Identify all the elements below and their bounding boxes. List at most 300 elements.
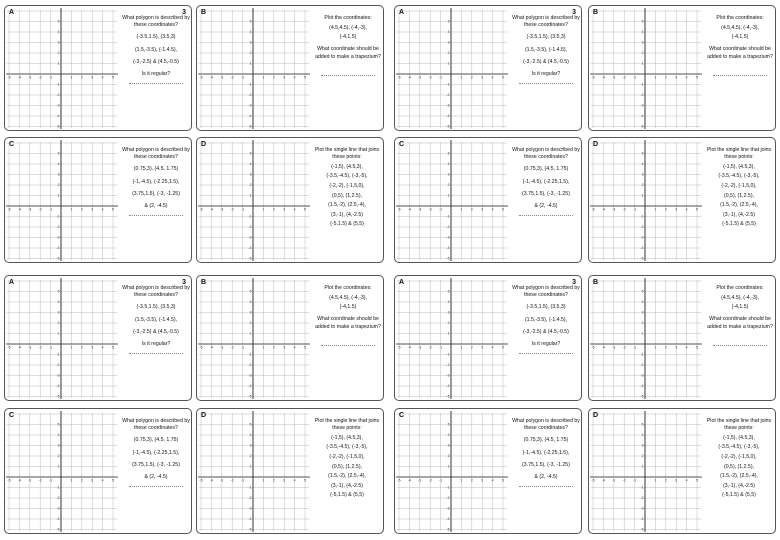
coordinate-grid <box>395 6 509 130</box>
x-tick-label: -3 <box>220 75 224 80</box>
x-tick-label: 3 <box>91 345 94 350</box>
x-tick-label: 1 <box>460 345 463 350</box>
x-tick-label: 3 <box>481 478 484 483</box>
x-tick-label: -3 <box>418 75 422 80</box>
card-text <box>121 147 191 216</box>
y-tick-label: -2 <box>56 225 60 230</box>
y-tick-label: -5 <box>56 256 60 261</box>
y-tick-label: 5 <box>57 422 60 427</box>
y-tick-label: -3 <box>56 506 60 511</box>
card-text <box>701 418 776 502</box>
y-tick-label: 2 <box>249 454 252 459</box>
x-tick-label: 4 <box>491 478 494 483</box>
x-tick-label: -5 <box>591 478 595 483</box>
x-tick-label: -4 <box>17 345 21 350</box>
card-text <box>121 418 191 487</box>
x-tick-label: -5 <box>397 75 401 80</box>
coordinate-line: (-1,5), (4.5,3), <box>331 434 363 441</box>
x-tick-label: 5 <box>502 478 504 483</box>
card-b <box>196 5 384 131</box>
x-tick-label: 1 <box>70 345 73 350</box>
coordinate-line: (-3,-2.5) & (4.5,-0.5) <box>523 328 569 335</box>
x-tick-label: -3 <box>220 345 224 350</box>
y-tick-label: 3 <box>249 310 252 315</box>
coordinate-line: (-3.5,-4.5), (-3,-5), <box>326 444 368 451</box>
coordinate-grid <box>197 138 311 262</box>
y-tick-label: 3 <box>641 172 644 177</box>
answer-line <box>713 75 767 76</box>
x-tick-label: -3 <box>612 207 616 212</box>
coordinate-line: (3,-1), (4,-2.5) <box>331 211 363 218</box>
x-tick-label: -3 <box>418 345 422 350</box>
x-tick-label: 4 <box>101 75 104 80</box>
x-tick-label: 4 <box>293 75 296 80</box>
coordinate-line: (0.75,3), (4.5, 1.75) <box>523 166 569 173</box>
answer-line <box>321 75 375 76</box>
y-tick-label: -1 <box>248 352 252 357</box>
x-tick-label: -5 <box>591 207 595 212</box>
y-tick-label: 1 <box>447 193 450 198</box>
x-tick-label: 4 <box>293 207 296 212</box>
y-tick-label: -1 <box>56 82 60 87</box>
x-tick-label: 2 <box>80 345 83 350</box>
coordinate-grid <box>197 409 311 533</box>
x-tick-label: -2 <box>428 478 432 483</box>
y-tick-label: 5 <box>249 289 252 294</box>
y-tick-label: 5 <box>57 289 60 294</box>
y-tick-label: 3 <box>57 310 60 315</box>
x-tick-label: -3 <box>418 478 422 483</box>
card-text <box>313 285 383 346</box>
x-tick-label: 3 <box>675 207 678 212</box>
coordinate-line: (0.75,3), (4.5, 1.75) <box>133 437 179 444</box>
x-tick-label: 5 <box>112 75 114 80</box>
x-tick-label: -2 <box>622 478 626 483</box>
y-tick-label: -5 <box>446 527 450 532</box>
x-tick-label: 2 <box>664 75 667 80</box>
x-tick-label: 5 <box>304 345 306 350</box>
y-tick-label: 4 <box>249 30 252 35</box>
coordinate-line: (-1,-4.5), (-2.25,1.5), <box>522 449 570 456</box>
x-tick-label: 2 <box>272 345 275 350</box>
y-tick-label: -4 <box>640 517 644 522</box>
y-tick-label: 3 <box>57 172 60 177</box>
x-tick-label: 5 <box>696 75 698 80</box>
coordinate-line: (-3,-2.5) & (4.5,-0.5) <box>133 58 179 65</box>
x-tick-label: 5 <box>696 345 698 350</box>
y-tick-label: 4 <box>641 162 644 167</box>
y-tick-label: 4 <box>57 162 60 167</box>
y-tick-label: -3 <box>640 103 644 108</box>
coordinate-line: (-1,-4.5), (-2.25,1.5), <box>132 178 180 185</box>
y-tick-label: 4 <box>57 300 60 305</box>
y-tick-label: -5 <box>56 527 60 532</box>
x-tick-label: -5 <box>397 478 401 483</box>
coordinate-line: (-3.5,1.5), (3.5,3) <box>136 34 176 41</box>
x-tick-label: 4 <box>491 345 494 350</box>
y-tick-label: -4 <box>446 384 450 389</box>
y-tick-label: -5 <box>248 256 252 261</box>
x-tick-label: -3 <box>612 75 616 80</box>
x-tick-label: 4 <box>491 75 494 80</box>
x-tick-label: -2 <box>38 478 42 483</box>
y-tick-label: 4 <box>447 162 450 167</box>
x-tick-label: 1 <box>262 207 265 212</box>
x-tick-label: 2 <box>470 478 473 483</box>
y-tick-label: -3 <box>640 235 644 240</box>
coordinate-line: & (2, -4.5) <box>534 474 558 481</box>
y-tick-label: 5 <box>447 289 450 294</box>
y-tick-label: -2 <box>248 93 252 98</box>
coordinate-line: (1.5,-3.5), (-1.4.5), <box>524 316 568 323</box>
prompt: Plot the coordinates: <box>716 285 764 291</box>
x-tick-label: 1 <box>262 75 265 80</box>
card-text <box>309 418 384 502</box>
answer-line <box>129 486 183 487</box>
x-tick-label: 5 <box>696 207 698 212</box>
y-tick-label: 2 <box>641 183 644 188</box>
y-tick-label: -5 <box>640 124 644 129</box>
x-tick-label: -1 <box>633 345 637 350</box>
y-tick-label: 4 <box>447 30 450 35</box>
x-tick-label: 1 <box>262 478 265 483</box>
x-tick-label: 1 <box>654 207 657 212</box>
coordinate-grid <box>197 276 311 400</box>
card-text <box>705 15 775 76</box>
card-letter: D <box>593 412 599 419</box>
coordinate-line: & (2, -4.5) <box>534 203 558 210</box>
x-tick-label: -1 <box>49 75 53 80</box>
y-tick-label: -3 <box>248 506 252 511</box>
y-tick-label: -2 <box>640 225 644 230</box>
x-tick-label: -4 <box>601 75 605 80</box>
y-tick-label: -1 <box>640 352 644 357</box>
coordinate-line: (0,5), (1,2.5), <box>724 192 754 199</box>
coordinate-line: (0.75,3), (4.5, 1.75) <box>523 437 569 444</box>
x-tick-label: 5 <box>112 345 114 350</box>
y-tick-label: -3 <box>640 373 644 378</box>
y-tick-label: -3 <box>56 235 60 240</box>
y-tick-label: 5 <box>641 19 644 24</box>
x-tick-label: 5 <box>502 345 504 350</box>
y-tick-label: -4 <box>56 246 60 251</box>
x-tick-label: 3 <box>675 345 678 350</box>
card-b <box>196 275 384 401</box>
x-tick-label: -1 <box>241 207 245 212</box>
x-tick-label: 4 <box>293 478 296 483</box>
x-tick-label: -2 <box>622 345 626 350</box>
coordinate-line: (-4,1.5) <box>731 304 749 311</box>
card-text <box>511 418 581 487</box>
y-tick-label: 2 <box>57 321 60 326</box>
answer-line <box>713 345 767 346</box>
x-tick-label: 2 <box>664 478 667 483</box>
y-tick-label: 3 <box>447 172 450 177</box>
x-tick-label: -2 <box>428 207 432 212</box>
coordinate-line: (-3.5,1.5), (3.5,3) <box>136 304 176 311</box>
y-tick-label: 3 <box>641 443 644 448</box>
y-tick-label: -2 <box>446 225 450 230</box>
y-tick-label: 5 <box>57 151 60 156</box>
x-tick-label: -1 <box>439 207 443 212</box>
card-text <box>511 15 581 84</box>
x-tick-label: -2 <box>38 345 42 350</box>
x-tick-label: -1 <box>439 478 443 483</box>
x-tick-label: -4 <box>407 207 411 212</box>
y-tick-label: 4 <box>57 433 60 438</box>
y-tick-label: 2 <box>57 183 60 188</box>
y-tick-label: 2 <box>447 51 450 56</box>
y-tick-label: 4 <box>57 30 60 35</box>
card-text <box>705 285 775 346</box>
y-tick-label: -1 <box>248 82 252 87</box>
y-tick-label: -2 <box>248 363 252 368</box>
y-tick-label: 2 <box>447 321 450 326</box>
coordinate-line: (0.75,3), (4.5, 1.75) <box>133 166 179 173</box>
y-tick-label: -1 <box>56 485 60 490</box>
answer-line <box>519 353 573 354</box>
coordinate-line: (-2,-2), (-1,5,0), <box>329 453 365 460</box>
x-tick-label: 2 <box>272 75 275 80</box>
coordinate-line: (1.5,-3.5), (-1.4.5), <box>524 46 568 53</box>
card-letter: C <box>399 412 405 419</box>
x-tick-label: -4 <box>209 207 213 212</box>
y-tick-label: 1 <box>249 61 252 66</box>
card-letter: B <box>593 9 599 16</box>
y-tick-label: 3 <box>249 443 252 448</box>
card-letter: C <box>399 141 405 148</box>
card-d <box>196 408 384 534</box>
card-letter: B <box>201 9 207 16</box>
answer-line <box>321 345 375 346</box>
question: What polygon is described by these coordinates? <box>512 285 580 299</box>
y-tick-label: -1 <box>56 214 60 219</box>
coordinate-line: (1.5,-3.5), (-1.4.5), <box>134 46 178 53</box>
coordinate-line: (3.75,1.5), (-3, -1.25) <box>522 190 570 197</box>
coordinate-line: (-3,-2.5) & (4.5,-0.5) <box>133 328 179 335</box>
x-tick-label: -1 <box>439 345 443 350</box>
y-tick-label: 4 <box>249 433 252 438</box>
x-tick-label: 3 <box>283 345 286 350</box>
y-tick-label: -1 <box>446 352 450 357</box>
prompt: Plot the single line that joins these points: <box>314 147 380 161</box>
question: What polygon is described by these coordinates? <box>122 418 190 432</box>
coordinate-grid <box>5 138 119 262</box>
card-text <box>313 15 383 76</box>
card-number: 3 <box>572 9 576 16</box>
question: What polygon is described by these coordinates? <box>512 15 580 29</box>
card-letter: A <box>399 279 405 286</box>
x-tick-label: -3 <box>28 345 32 350</box>
y-tick-label: -4 <box>248 384 252 389</box>
x-tick-label: 3 <box>481 207 484 212</box>
question: What polygon is described by these coordinates? <box>122 285 190 299</box>
question: What polygon is described by these coordinates? <box>512 147 580 161</box>
x-tick-label: -1 <box>241 345 245 350</box>
x-tick-label: 1 <box>654 478 657 483</box>
x-tick-label: -4 <box>209 75 213 80</box>
y-tick-label: 1 <box>641 61 644 66</box>
card-letter: D <box>201 141 207 148</box>
x-tick-label: 4 <box>685 345 688 350</box>
card-letter: A <box>9 279 15 286</box>
question: What coordinate should be added to make a trapezium? <box>315 46 381 60</box>
x-tick-label: 4 <box>685 207 688 212</box>
coordinate-line: (0,5), (1,2.5), <box>332 192 362 199</box>
y-tick-label: -2 <box>56 363 60 368</box>
prompt: Plot the single line that joins these points: <box>706 147 772 161</box>
coordinate-line: (-5,1.5) & (5,5) <box>330 221 364 228</box>
coordinate-line: (-5,1.5) & (5,5) <box>722 221 756 228</box>
y-tick-label: 1 <box>641 331 644 336</box>
coordinate-line: (3.75,1.5), (-3, -1.25) <box>132 461 180 468</box>
card-letter: D <box>593 141 599 148</box>
y-tick-label: 1 <box>57 464 60 469</box>
y-tick-label: 5 <box>249 422 252 427</box>
card-letter: C <box>9 141 15 148</box>
x-tick-label: 1 <box>460 75 463 80</box>
y-tick-label: 4 <box>641 300 644 305</box>
coordinate-grid <box>589 276 703 400</box>
card-a <box>394 5 582 131</box>
x-tick-label: -2 <box>38 75 42 80</box>
card-number: 3 <box>572 279 576 286</box>
x-tick-label: -4 <box>407 75 411 80</box>
coordinate-line: (-3.5,-4.5), (-3,-5), <box>718 173 760 180</box>
coordinate-line: (1.5,-2), (2.5,-4), <box>328 202 366 209</box>
question: What coordinate should be added to make a trapezium? <box>707 316 773 330</box>
y-tick-label: 1 <box>641 193 644 198</box>
coordinate-line: (-3.5,-4.5), (-3,-5), <box>326 173 368 180</box>
card-c <box>4 137 192 263</box>
x-tick-label: 3 <box>91 207 94 212</box>
x-tick-label: 5 <box>502 207 504 212</box>
coordinate-grid <box>589 138 703 262</box>
x-tick-label: -3 <box>28 478 32 483</box>
y-tick-label: 4 <box>249 300 252 305</box>
y-tick-label: -2 <box>640 93 644 98</box>
y-tick-label: -5 <box>640 256 644 261</box>
y-tick-label: 2 <box>249 183 252 188</box>
coordinate-line: (-1,5), (4.5,3), <box>723 163 755 170</box>
coordinate-line: (4.5,4.5), (-4,-3), <box>721 24 759 31</box>
x-tick-label: 1 <box>654 345 657 350</box>
question: What coordinate should be added to make a trapezium? <box>315 316 381 330</box>
coordinate-line: (-2,-2), (-1,5,0), <box>329 182 365 189</box>
y-tick-label: 3 <box>57 443 60 448</box>
x-tick-label: -1 <box>241 478 245 483</box>
y-tick-label: -4 <box>446 517 450 522</box>
question: What polygon is described by these coordinates? <box>512 418 580 432</box>
card-c <box>394 137 582 263</box>
x-tick-label: 3 <box>675 478 678 483</box>
y-tick-label: 2 <box>57 51 60 56</box>
y-tick-label: -4 <box>446 114 450 119</box>
x-tick-label: -3 <box>418 207 422 212</box>
x-tick-label: -2 <box>622 75 626 80</box>
x-tick-label: -4 <box>17 75 21 80</box>
coordinate-grid <box>589 6 703 130</box>
x-tick-label: -4 <box>17 207 21 212</box>
x-tick-label: -5 <box>7 345 11 350</box>
y-tick-label: -1 <box>248 485 252 490</box>
x-tick-label: -4 <box>601 478 605 483</box>
coordinate-line: (-4,1.5) <box>339 34 357 41</box>
x-tick-label: -1 <box>439 75 443 80</box>
card-number: 3 <box>182 279 186 286</box>
y-tick-label: 5 <box>447 151 450 156</box>
x-tick-label: 2 <box>272 478 275 483</box>
x-tick-label: 4 <box>685 478 688 483</box>
answer-line <box>129 83 183 84</box>
card-b <box>588 275 776 401</box>
y-tick-label: 1 <box>447 61 450 66</box>
x-tick-label: 4 <box>685 75 688 80</box>
card-a <box>4 275 192 401</box>
coordinate-line: (1.5,-2), (2.5,-4), <box>720 473 758 480</box>
coordinate-grid <box>395 409 509 533</box>
y-tick-label: -2 <box>640 363 644 368</box>
y-tick-label: -5 <box>248 394 252 399</box>
x-tick-label: 5 <box>304 207 306 212</box>
x-tick-label: 3 <box>283 207 286 212</box>
y-tick-label: -2 <box>248 225 252 230</box>
x-tick-label: 5 <box>502 75 504 80</box>
y-tick-label: 4 <box>447 300 450 305</box>
y-tick-label: -5 <box>248 124 252 129</box>
x-tick-label: 3 <box>91 478 94 483</box>
question: What coordinate should be added to make a trapezium? <box>707 46 773 60</box>
y-tick-label: -1 <box>446 82 450 87</box>
coordinate-grid <box>5 409 119 533</box>
y-tick-label: -3 <box>446 103 450 108</box>
coordinate-line: (1.5,-2), (2.5,-4), <box>720 202 758 209</box>
coordinate-line: (3.75,1.5), (-3, -1.25) <box>132 190 180 197</box>
y-tick-label: -2 <box>56 93 60 98</box>
card-text <box>309 147 384 231</box>
y-tick-label: 3 <box>249 40 252 45</box>
coordinate-line: (3,-1), (4,-2.5) <box>723 211 755 218</box>
y-tick-label: 2 <box>249 321 252 326</box>
x-tick-label: -4 <box>209 478 213 483</box>
coordinate-line: (-1,5), (4.5,3), <box>723 434 755 441</box>
x-tick-label: -2 <box>230 207 234 212</box>
x-tick-label: 3 <box>481 345 484 350</box>
card-text <box>511 285 581 354</box>
card-letter: A <box>9 9 15 16</box>
y-tick-label: -4 <box>446 246 450 251</box>
coordinate-line: (-3,-2.5) & (4.5,-0.5) <box>523 58 569 65</box>
coordinate-line: (-1,5), (4.5,3), <box>331 163 363 170</box>
card-d <box>196 137 384 263</box>
x-tick-label: -5 <box>591 75 595 80</box>
card-text <box>121 285 191 354</box>
y-tick-label: -1 <box>248 214 252 219</box>
x-tick-label: 4 <box>101 207 104 212</box>
y-tick-label: -5 <box>56 124 60 129</box>
y-tick-label: -5 <box>640 394 644 399</box>
y-tick-label: -2 <box>446 93 450 98</box>
y-tick-label: 4 <box>641 30 644 35</box>
y-tick-label: -2 <box>446 496 450 501</box>
x-tick-label: -1 <box>49 207 53 212</box>
prompt: Plot the coordinates: <box>324 285 372 291</box>
card-d <box>588 137 776 263</box>
y-tick-label: -3 <box>248 103 252 108</box>
followup-question: Is it regular? <box>531 341 561 348</box>
y-tick-label: 1 <box>249 193 252 198</box>
x-tick-label: -4 <box>407 345 411 350</box>
